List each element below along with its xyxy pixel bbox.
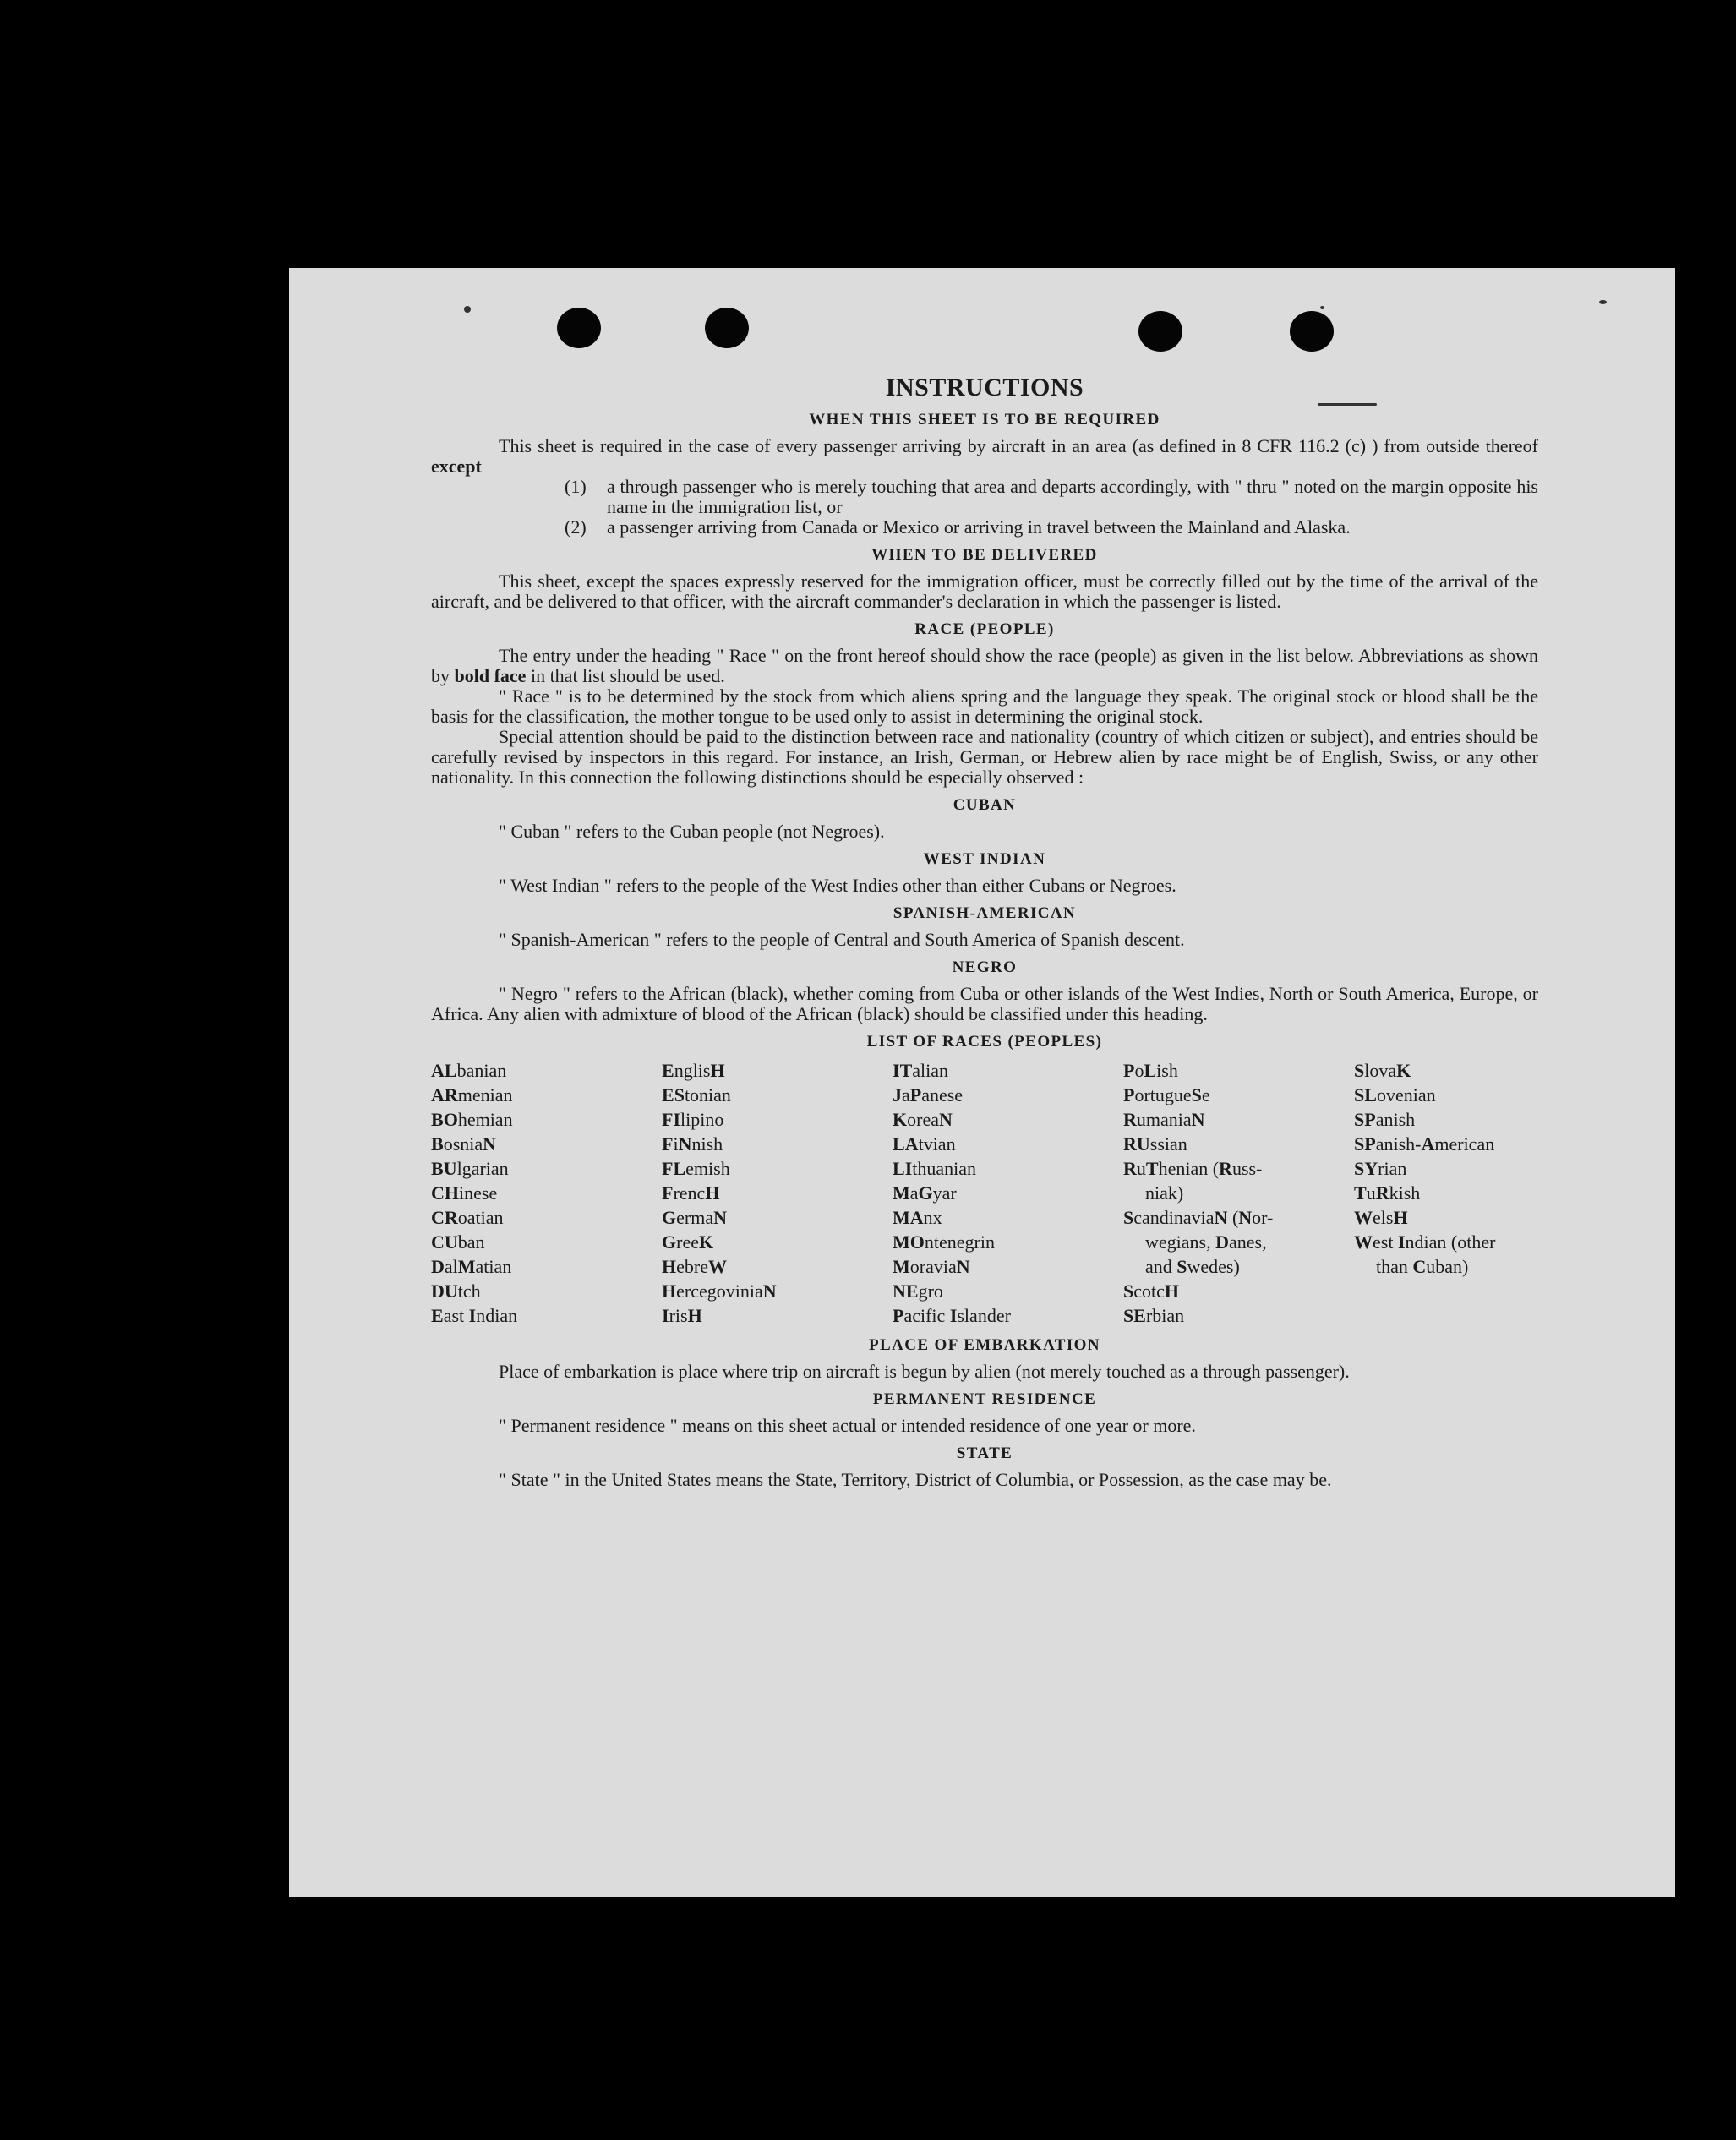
speck [1320, 306, 1324, 309]
race-entry: MaGyar [893, 1182, 957, 1204]
race-entry: CRoatian [431, 1207, 504, 1228]
race-entry: SlovaK [1354, 1060, 1411, 1081]
races-column [662, 1058, 893, 1328]
race-entry: FrencH [662, 1182, 720, 1204]
race-entry: SYrian [1354, 1158, 1407, 1179]
item-number: (2) [565, 516, 587, 538]
sections-top [431, 411, 1538, 1024]
race-entry: BUlgarian [431, 1158, 509, 1179]
race-entry: MOntenegrin [893, 1231, 995, 1253]
speck [1599, 300, 1607, 304]
document-sheet [289, 268, 1675, 1897]
punch-hole [557, 308, 601, 348]
race-entry: DalMatian [431, 1256, 512, 1277]
races-heading: LIST OF RACES (PEOPLES) [866, 1033, 1103, 1051]
race-entry: FiNnish [662, 1133, 723, 1155]
race-entry: MAnx [893, 1207, 942, 1228]
section-heading: WHEN THIS SHEET IS TO BE REQUIRED [809, 411, 1160, 429]
race-entry: SLovenian [1354, 1084, 1436, 1105]
section-heading: WEST INDIAN [923, 850, 1046, 868]
race-entry: CUban [431, 1231, 485, 1253]
paragraph: " Spanish-American " refers to the people of Central and South America of Spanish descent. [499, 929, 1185, 950]
race-entry: PoLish [1123, 1060, 1178, 1081]
instructions-content [431, 374, 1538, 1490]
race-entry: JaPanese [893, 1084, 964, 1105]
race-entry: ScotcH [1123, 1280, 1180, 1302]
paragraph: " West Indian " refers to the people of the West Indies other than either Cubans or Negroes. [499, 875, 1176, 896]
race-entry: RumaniaN [1123, 1109, 1205, 1130]
race-entry: ScandinaviaN (Nor- [1123, 1207, 1274, 1228]
paragraph: Place of embarkation is place where trip on aircraft is begun by alien (not merely touched as a through passenger). [499, 1361, 1350, 1382]
race-entry: TuRkish [1354, 1182, 1421, 1204]
race-entry: EStonian [662, 1084, 731, 1105]
paragraph: " Race " is to be determined by the stock from which aliens spring and the language they speak. The original stock or blood shall be the basis for the classification, the mother tongue to be used only to assist in determining the original stock. [431, 685, 1538, 727]
race-entry: ARmenian [431, 1084, 513, 1105]
race-entry: niak) [1145, 1182, 1184, 1204]
race-entry: HercegoviniaN [662, 1280, 777, 1302]
races-list [431, 1058, 1538, 1328]
race-entry: MoraviaN [893, 1256, 970, 1277]
section-heading: WHEN TO BE DELIVERED [871, 546, 1098, 564]
race-entry: CHinese [431, 1182, 498, 1204]
races-column [431, 1058, 662, 1328]
section-heading: STATE [956, 1444, 1013, 1462]
paragraph: " Permanent residence " means on this sheet actual or intended residence of one year or more. [499, 1415, 1196, 1436]
race-entry: EnglisH [662, 1060, 725, 1081]
punch-hole [705, 308, 749, 348]
race-entry: LIthuanian [893, 1158, 977, 1179]
races-column [1354, 1058, 1538, 1328]
list-item [565, 477, 1538, 517]
section-heading: NEGRO [952, 958, 1018, 976]
race-entry: SPanish [1354, 1109, 1416, 1130]
races-column [1123, 1058, 1354, 1328]
item-text: a passenger arriving from Canada or Mexico or arriving in travel between the Mainland and Alaska. [607, 516, 1351, 538]
race-entry: BOhemian [431, 1109, 513, 1130]
race-entry: GreeK [662, 1231, 714, 1253]
page-title: INSTRUCTIONS [885, 374, 1084, 401]
race-entry: LAtvian [893, 1133, 956, 1155]
race-entry: wegians, Danes, [1145, 1231, 1267, 1253]
race-entry: GermaN [662, 1207, 727, 1228]
race-entry: SErbian [1123, 1305, 1185, 1326]
item-number: (1) [565, 476, 587, 497]
race-entry: FLemish [662, 1158, 730, 1179]
race-entry: and Swedes) [1145, 1256, 1240, 1277]
race-entry: KoreaN [893, 1109, 953, 1130]
race-entry: PortugueSe [1123, 1084, 1210, 1105]
item-text: a through passenger who is merely touching that area and departs accordingly, with " thru " noted on the margin opposite his name in the immigration list, or [607, 476, 1538, 517]
races-column [893, 1058, 1123, 1328]
punch-hole [1138, 311, 1182, 352]
race-entry: RUssian [1123, 1133, 1187, 1155]
race-entry: BosniaN [431, 1133, 497, 1155]
section-heading: PLACE OF EMBARKATION [869, 1336, 1100, 1354]
race-entry: East Indian [431, 1305, 518, 1326]
list-item [565, 517, 1538, 538]
race-entry: FIlipino [662, 1109, 724, 1130]
race-entry: West Indian (other [1354, 1231, 1496, 1253]
paragraph: This sheet, except the spaces expressly reserved for the immigration officer, must be correctly filled out by the time of the arrival of the aircraft, and be delivered to that officer, with the aircraft commander's declaration in which the passenger is listed. [431, 570, 1538, 612]
section-heading: SPANISH-AMERICAN [893, 904, 1077, 922]
paragraph: " State " in the United States means the State, Territory, District of Columbia, or Possession, as the case may be. [499, 1469, 1332, 1490]
section-heading: CUBAN [953, 796, 1017, 814]
race-entry: HebreW [662, 1256, 727, 1277]
race-entry: RuThenian (Russ- [1123, 1158, 1263, 1179]
punch-hole [1290, 311, 1334, 352]
speck [464, 306, 471, 313]
paragraph: This sheet is required in the case of every passenger arriving by aircraft in an area (as defined in 8 CFR 116.2 (c) ) from outside thereof except [431, 435, 1538, 477]
race-entry: Pacific Islander [893, 1305, 1011, 1326]
race-entry: SPanish-American [1354, 1133, 1495, 1155]
paragraph: " Cuban " refers to the Cuban people (not Negroes). [499, 821, 885, 842]
race-entry: ITalian [893, 1060, 949, 1081]
sections-bottom [431, 1336, 1538, 1490]
paragraph: The entry under the heading " Race " on the front hereof should show the race (people) as given in the list below. Abbreviations as shown by bold face in that list should be used. [431, 645, 1538, 686]
paragraph: " Negro " refers to the African (black), whether coming from Cuba or other islands of the West Indies, North or South America, Europe, or Africa. Any alien with admixture of blood of the African (black) should be classified under this heading. [431, 983, 1538, 1024]
race-entry: DUtch [431, 1280, 481, 1302]
race-entry: NEgro [893, 1280, 943, 1302]
race-entry: WelsH [1354, 1207, 1408, 1228]
section-heading: PERMANENT RESIDENCE [872, 1390, 1097, 1408]
race-entry: than Cuban) [1376, 1256, 1469, 1277]
paragraph: Special attention should be paid to the distinction between race and nationality (country of which citizen or subject), and entries should be carefully revised by inspectors in this regard. For instance, an Irish, German, or Hebrew alien by race might be of English, Swiss, or any other nationality. In this connection the following distinctions should be especially observed : [431, 726, 1538, 788]
race-entry: ALbanian [431, 1060, 507, 1081]
section-heading: RACE (PEOPLE) [914, 620, 1055, 638]
race-entry: IrisH [662, 1305, 702, 1326]
